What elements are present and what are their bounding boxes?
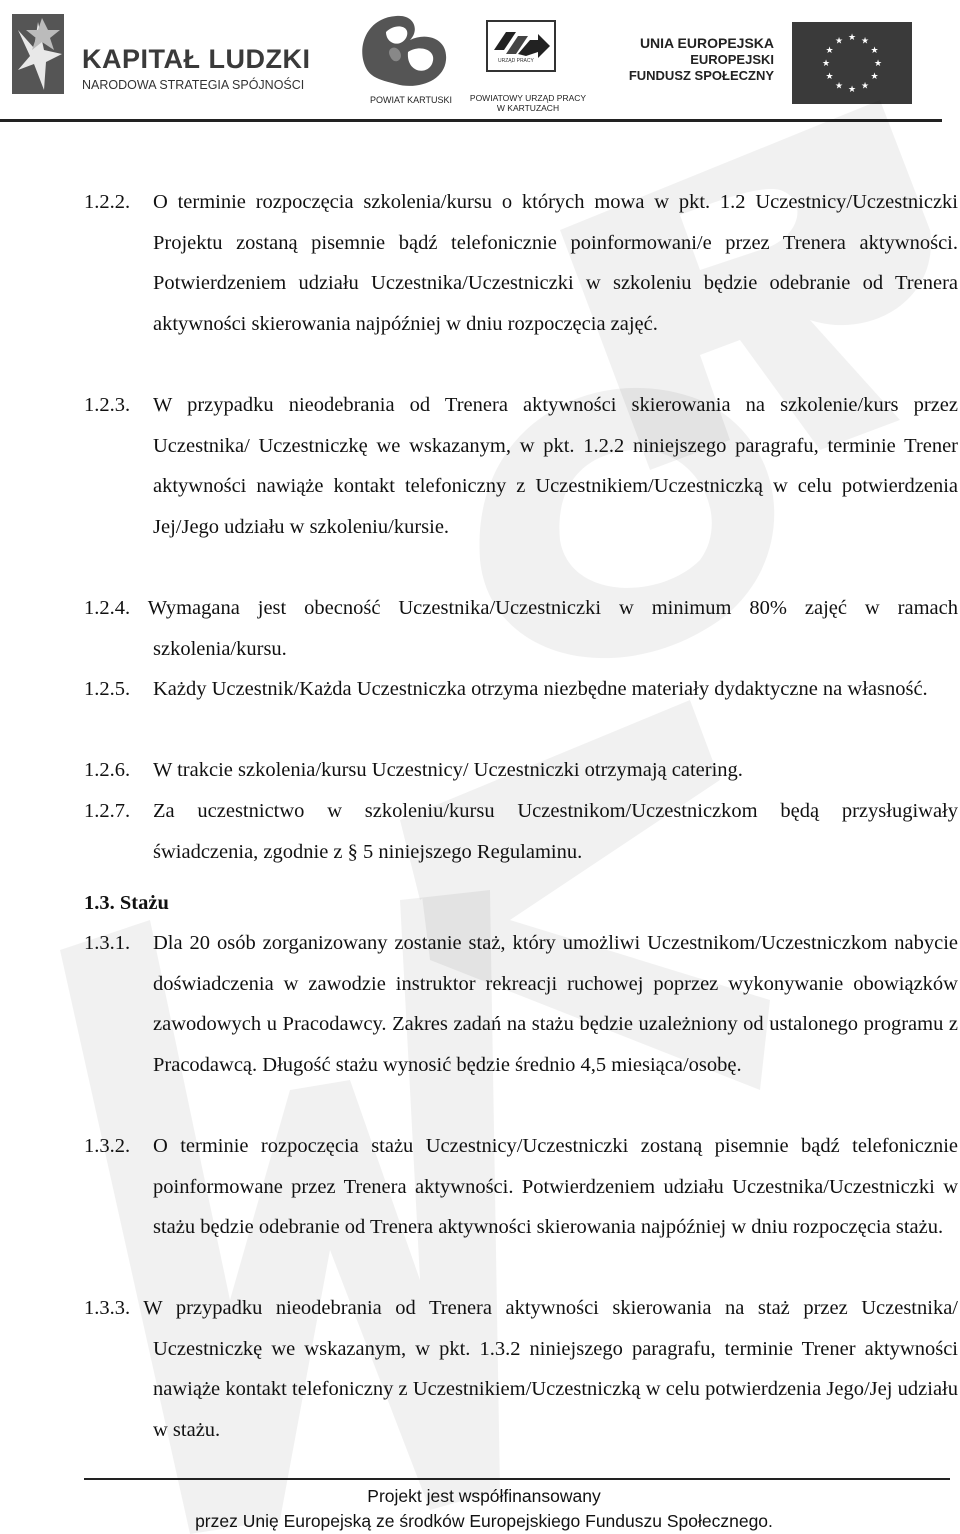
section-1-3-3 bbox=[84, 1288, 958, 1450]
section-text: Za uczestnictwo w szkoleniu/kursu Uczestnikom/Uczestniczkom będą przysługiwały świadczenia, zgodnie z § 5 niniejszego Regulaminu. bbox=[153, 800, 958, 863]
powiat-kartuski-emblem-icon bbox=[356, 8, 456, 92]
section-heading-stazu: 1.3. Stażu bbox=[84, 892, 169, 914]
section-text: 1.2.4. Wymagana jest obecność Uczestnika/Uczestniczki w minimum 80% zajęć w ramach szkolenia/kursu. bbox=[84, 597, 958, 660]
section-number: 1.2.5. bbox=[84, 678, 131, 700]
footer-rule bbox=[84, 1478, 950, 1480]
eu-star-icon: ★ bbox=[847, 84, 857, 94]
section-text: O terminie rozpoczęcia stażu Uczestnicy/Uczestniczki zostaną pisemnie bądź telefonicznie poinformowane przez Trenera aktywności. Potwierdzeniem udziału Uczestnika/Uczestniczki w stażu będzie odebranie od Trenera aktywności skierowania najpóźniej w dniu rozpoczęcia stażu. bbox=[153, 1135, 958, 1239]
kapital-ludzki-logo bbox=[4, 10, 344, 100]
eu-star-icon: ★ bbox=[834, 80, 844, 91]
eu-star-icon: ★ bbox=[825, 71, 834, 81]
eu-star-icon: ★ bbox=[873, 58, 883, 68]
kapital-ludzki-subtitle: NARODOWA STRATEGIA SPÓJNOŚCI bbox=[82, 78, 305, 92]
eu-star-icon: ★ bbox=[870, 71, 879, 81]
eu-star-icon: ★ bbox=[834, 35, 844, 46]
section-1-3-2 bbox=[84, 1126, 958, 1248]
section-text: Dla 20 osób zorganizowany zostanie staż, który umożliwi Uczestnikom/Uczestniczkom nabycie doświadczenia w zawodzie instruktor rekreacji ruchowej poprzez wykonywanie obowiązków zawodowych u Pracodawcy. Zakres zadań na stażu będzie uzależniony od ustalonego programu z Pracodawcą. Długość stażu wynosić będzie średnio 4,5 miesiąca/osobę. bbox=[153, 932, 958, 1076]
powiatowy-urzad-pracy-logo bbox=[468, 16, 588, 116]
kapital-ludzki-title: KAPITAŁ LUDZKI bbox=[82, 44, 311, 74]
ue-line-3: FUNDUSZ SPOŁECZNY bbox=[628, 68, 774, 83]
section-number: 1.2.2. bbox=[84, 191, 131, 213]
section-text: Każdy Uczestnik/Każda Uczestniczka otrzyma niezbędne materiały dydaktyczne na własność. bbox=[153, 678, 928, 700]
section-1-2-7 bbox=[84, 791, 958, 872]
header-rule bbox=[0, 119, 942, 122]
ue-text-block bbox=[629, 35, 774, 84]
section-text: 1.3.3. W przypadku nieodebrania od Trenera aktywności skierowania na staż przez Uczestnika/ Uczestniczkę we wskazanym, w pkt. 1.3.2 niniejszego paragrafu, terminie Trener aktywności nawiąże kontakt telefoniczny z Uczestnikiem/Uczestniczką w celu potwierdzenia Jego/Jej udziału w stażu. bbox=[84, 1297, 958, 1441]
footer-line-2: przez Unię Europejską ze środków Europejskiego Funduszu Społecznego. bbox=[195, 1511, 773, 1531]
eu-star-icon: ★ bbox=[847, 32, 857, 42]
section-number: 1.2.7. bbox=[84, 800, 131, 822]
eu-star-icon: ★ bbox=[825, 45, 834, 55]
eu-star-icon: ★ bbox=[821, 58, 831, 68]
ue-line-1: UNIA EUROPEJSKA bbox=[639, 35, 774, 51]
urzad-pracy-emblem-icon bbox=[486, 20, 556, 72]
ue-line-2: EUROPEJSKI bbox=[690, 52, 774, 67]
powiat-kartuski-logo bbox=[352, 8, 472, 108]
section-number: 1.2.3. bbox=[84, 394, 131, 416]
eu-star-icon: ★ bbox=[870, 45, 879, 55]
page-footer bbox=[84, 1484, 884, 1534]
section-number: 1.3.1. bbox=[84, 932, 131, 954]
section-number: 1.3.2. bbox=[84, 1135, 131, 1157]
section-1-2-2 bbox=[84, 182, 958, 344]
eu-star-icon: ★ bbox=[860, 35, 870, 46]
powiat-kartuski-label: POWIAT KARTUSKI bbox=[370, 95, 453, 105]
footer-line-1: Projekt jest współfinansowany bbox=[367, 1486, 601, 1506]
page-header bbox=[0, 0, 960, 122]
powiatowy-urzad-pracy-label: POWIATOWY URZĄD PRACY W KARTUZACH bbox=[469, 93, 587, 113]
kapital-ludzki-flag-icon bbox=[4, 10, 70, 98]
urzad-pracy-small-label: URZĄD PRACY bbox=[498, 58, 534, 64]
section-text: W trakcie szkolenia/kursu Uczestnicy/ Uczestniczki otrzymają catering. bbox=[153, 759, 743, 781]
section-1-2-5 bbox=[84, 669, 958, 710]
section-1-2-4 bbox=[84, 588, 958, 669]
section-text: O terminie rozpoczęcia szkolenia/kursu o których mowa w pkt. 1.2 Uczestnicy/Uczestniczki Projektu zostaną pisemnie bądź telefonicznie poinformowani/e przez Trenera aktywności. Potwierdzeniem udziału Uczestnika/Uczestniczki w szkoleniu będzie odebranie od Trenera aktywności skierowania najpóźniej w dniu rozpoczęcia zajęć. bbox=[153, 191, 958, 335]
section-text: W przypadku nieodebrania od Trenera aktywności skierowania na szkolenie/kurs przez Uczestnika/ Uczestniczkę we wskazanym, w pkt. 1.2.2 niniejszego paragrafu, terminie Trener aktywności nawiąże kontakt telefoniczny z Uczestnikiem/Uczestniczką w celu potwierdzenia Jej/Jego udziału w szkoleniu/kursie. bbox=[153, 394, 958, 538]
unia-europejska-logo bbox=[628, 8, 934, 112]
section-number: 1.2.6. bbox=[84, 759, 131, 781]
eu-flag-icon bbox=[792, 22, 912, 104]
section-1-2-6 bbox=[84, 750, 958, 791]
section-1-2-3 bbox=[84, 385, 958, 547]
eu-star-icon: ★ bbox=[860, 80, 870, 91]
section-1-3-1 bbox=[84, 923, 958, 1085]
